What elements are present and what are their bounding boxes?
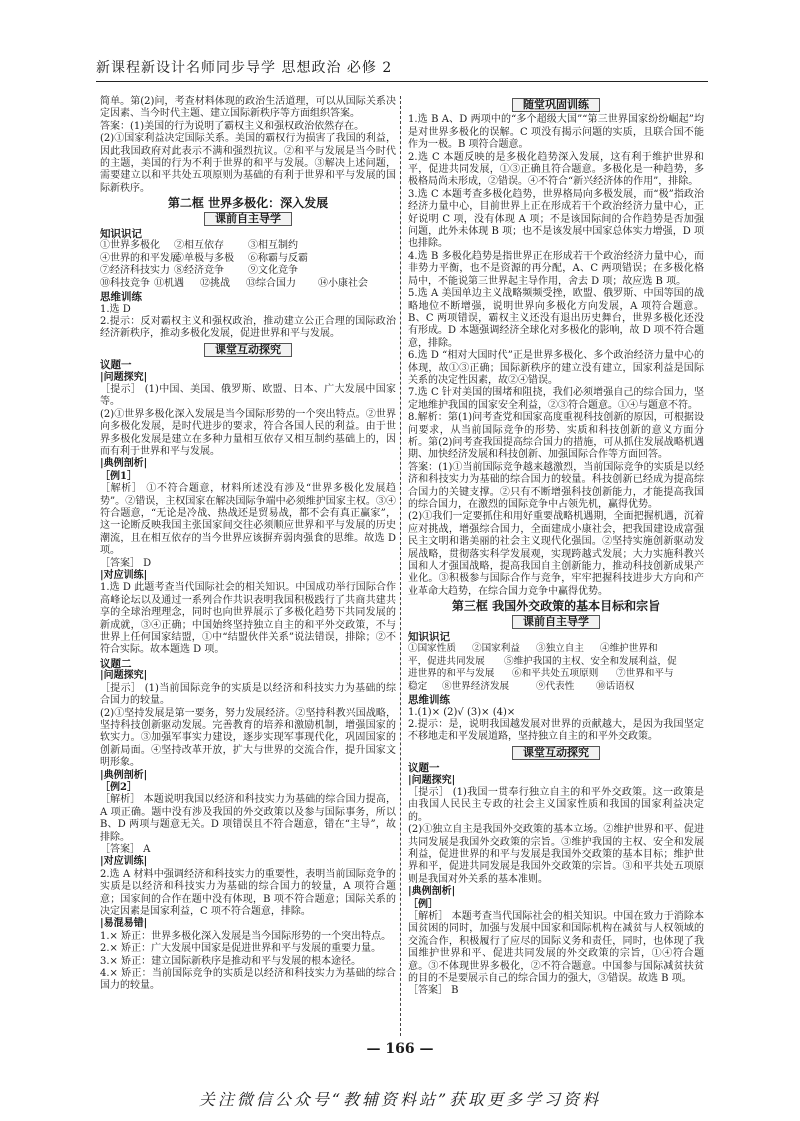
- knowledge-item: ①世界多极化: [100, 240, 160, 252]
- answer-text: ［答案］ B: [408, 985, 459, 997]
- hint-text: ［提示］ (1)当前国际竞争的实质是以经济和科技实力为基础的综合国力的较量。: [100, 682, 396, 707]
- hint-text: ［提示］ (1)我国一贯奉行独立自主的和平外交政策。这一政策是由我国人民民主专政的社会主义国家性质和我国的国家利益决定的。: [408, 786, 704, 823]
- knowledge-item: ⑧世界经济发展: [442, 680, 510, 692]
- page-header: [96, 57, 708, 82]
- knowledge-item: ②相互依存: [174, 240, 224, 252]
- hint-text: (2)①世界多极化深入发展是当今国际形势的一个突出特点。②世界向多极化发展，是时代进步的要求，符合各国人民的利益。由于世界多极化发展是建立在多种力量相互依存又相互制约基础上的，因而有利于世界和平与发展。: [100, 408, 396, 457]
- knowledge-item: ⑫挑战: [200, 277, 230, 289]
- knowledge-list: [408, 643, 704, 693]
- label-practice: |对应训练|: [100, 856, 148, 868]
- knowledge-item: 稳定: [408, 680, 428, 692]
- section-consolidate: 随堂巩固训练: [512, 98, 600, 112]
- footer-note: 关注微信公众号“教辅资料站”获取更多学习资料: [198, 1090, 602, 1109]
- thinking-item: 1.(1)× (2)√ (3)× (4)×: [408, 706, 516, 718]
- knowledge-heading: 知识识记: [408, 631, 450, 644]
- knowledge-item: 平，促进共同发展: [408, 655, 485, 667]
- knowledge-item: ⑩科技竞争: [100, 277, 150, 289]
- chapter-3-title: 第三框 我国外交政策的基本目标和宗旨: [451, 599, 661, 614]
- chapter-2-title: 第二框 世界多极化：深入发展: [167, 196, 329, 211]
- knowledge-item: ⑨文化竞争: [248, 265, 298, 277]
- knowledge-list: [100, 240, 396, 290]
- knowledge-item: ⑤维护我国的主权、安全和发展利益，促: [504, 655, 677, 667]
- exercise-item: 1.选 B A、D 两项中的“多个超级大国”“第三世界国家纷纷崛起”均是对世界多极化的误解。C 项没有揭示问题的实质，且联合国不能作为一极。B 项符合题意。: [408, 114, 704, 151]
- left-column: [100, 96, 396, 993]
- knowledge-item: ⑦经济科技实力: [100, 265, 170, 277]
- label-question-explore: |问题探究|: [408, 774, 456, 786]
- topic-heading: 议题一: [408, 762, 440, 775]
- knowledge-item: ⑩话语权: [596, 680, 635, 692]
- thinking-item: 2.提示：是，说明我国越发展对世界的贡献越大，是因为我国坚定不移地走和平发展道路，坚持独立自主的和平外交政策。: [408, 718, 704, 743]
- knowledge-heading: 知识识记: [100, 228, 142, 241]
- exercise-item: 3.选 C 本题考查多极化趋势，世界格局向多极发展，而“极”指政治经济力量中心，目前世界上正在形成若干个政治经济力量中心，正好说明 C 项，没有体现 A 项；不是该国际间的合作趋势是否加强问题，此外未体现 B 项；也不是该发展中国家总体实力增强，D 项也排除。: [408, 188, 704, 250]
- confusion-item: 2.× 矫正：广大发展中国家是促进世界和平与发展的重要力量。: [100, 943, 382, 955]
- example-label: ［例2］: [100, 781, 137, 793]
- exercise-item: 8.解析：第(1)问考查党和国家高度重视科技创新的原因，可根据设问要求，从当前国际竞争的形势、实质和科技创新的意义方面分析。第(2)问考查我国提高综合国力的措施，可从抓住发展战略机遇期、加快经济发展和科技创新、加强国际合作等方面回答。: [408, 412, 704, 461]
- analysis-text: ［解析］ 本题说明我国以经济和科技实力为基础的综合国力提高，A 项正确。题中没有涉及我国的外交政策以及参与国际事务，所以 B、D 两项与题意无关。D 项错误且不符合题意，错在“主导”，故排除。: [100, 794, 396, 843]
- knowledge-item: ①国家性质: [408, 643, 456, 655]
- practice-text: 2.选 A 材料中强调经济和科技实力的重要性，表明当前国际竞争的实质是以经济和科技实力为基础的综合国力的较量，A 项符合题意；国家间的合作在题中没有体现，B 项不符合题意；国际关系的决定因素是国家利益，C 项不符合题意，排除。: [100, 868, 396, 917]
- intro-answer: 答案：(1)美国的行为说明了霸权主义和强权政治依然存在。: [100, 120, 365, 132]
- section-autonomous: 课前自主导学: [512, 615, 600, 629]
- exercise-item: 4.选 B 多极化趋势是指世界正在形成若干个政治经济力量中心，而非势力平衡，也不是资源的再分配，A、C 两项错误；在多极化格局中，不能说第三世界起主导作用，舍去 D 项；故应选 B 项。: [408, 250, 704, 287]
- practice-text: 1.选 D 此题考查当代国际社会的相关知识。中国成功举行国际合作高峰论坛以及通过一系列合作共识表明我国积极践行了共商共建共享的全球治理理念，同时也向世界展示了多极化趋势下共同发展的新成就，③④正确；中国始终坚持独立自主的和平外交政策，不与世界上任何国家结盟，①中“结盟伙伴关系”说法错误，排除；②不符合实际。故本题选 D 项。: [100, 582, 396, 656]
- answer-text: (2)①我们一定要抓住和用好重要战略机遇期，全面把握机遇，沉着应对挑战，增强综合国力，全面建成小康社会，把我国建设成富强民主文明和谐美丽的社会主义现代化强国。②坚持实施创新驱动发展战略，贯彻落实科学发展观，实现跨越式发展；大力实施科教兴国和人才强国战略，提高我国自主创新能力，推动科技创新成果产业化。③积极参与国际合作与竞争，牢牢把握科技进步大方向和产业革命大趋势，在综合国力竞争中赢得优势。: [408, 511, 704, 597]
- topic-heading: 议题一: [100, 359, 132, 372]
- answer-text: 答案：(1)①当前国际竞争越来越激烈，当前国际竞争的实质是以经济和科技实力为基础的综合国力的较量。科技创新已经成为提高综合国力的关键支撑。②只有不断增强科技创新能力，才能提高我国的综合国力，在激烈的国际竞争中占领先机，赢得优势。: [408, 461, 704, 510]
- thinking-item: 2.提示：反对霸权主义和强权政治，推动建立公正合理的国际政治经济新秩序，推动多极化发展，促进世界和平与发展。: [100, 315, 396, 340]
- answer-text: ［答案］ D: [100, 557, 152, 569]
- knowledge-item: ⑪机遇: [154, 277, 184, 289]
- thinking-item: 1.选 D: [100, 303, 131, 315]
- label-question-explore: |问题探究|: [100, 670, 148, 682]
- label-case-analysis: |典例剖析|: [100, 458, 148, 470]
- intro-answer-2: (2)①国家利益决定国际关系。美国的霸权行为损害了我国的利益，因此我国政府对此表示不满和强烈抗议。②和平与发展是当今时代的主题，美国的行为不利于世界的和平与发展。③解决上述问题，需要建立以和平共处五项原则为基础的有利于世界和平与发展的国际新秩序。: [100, 133, 396, 194]
- column-divider: [400, 96, 401, 1036]
- label-confusion: |易混易错|: [100, 918, 148, 930]
- knowledge-item: ④世界的和平发展: [100, 252, 180, 264]
- knowledge-item: 进世界的和平与发展: [408, 668, 495, 680]
- knowledge-item: ⑥称霸与反霸: [248, 252, 308, 264]
- confusion-item: 1.× 矫正：世界多极化深入发展是当今国际形势的一个突出特点。: [100, 930, 392, 942]
- header-title: 新课程新设计名师同步导学 思想政治 必修 2: [96, 60, 393, 76]
- section-interactive: 课堂互动探究: [512, 746, 600, 760]
- thinking-heading: 思维训练: [408, 694, 450, 707]
- knowledge-item: ③相互制约: [248, 240, 298, 252]
- knowledge-item: ④维护世界和: [600, 643, 658, 655]
- topic-heading: 议题二: [100, 657, 132, 670]
- knowledge-item: ⑤单极与多极: [174, 252, 234, 264]
- exercise-item: 5.选 A 美国单边主义战略频频受挫，欧盟、俄罗斯、中国等国的战略地位不断增强，说明世界向多极化方向发展，A 项符合题意。B、C 两项错误，霸权主义还没有退出历史舞台，世界多极化还没有形成。D 本题强调经济全球化对多极化的影响，故 D 项不符合题意，排除。: [408, 288, 704, 349]
- knowledge-item: ⑬综合国力: [246, 277, 296, 289]
- knowledge-item: ⑥和平共处五项原则: [512, 668, 599, 680]
- page-number: — 166 —: [366, 1041, 434, 1057]
- intro-text: 简单。第(2)问，考查材料体现的政治生活道理，可以从国际关系决定因素、当今时代主题、建立国际新秩序等方面组织答案。: [100, 96, 396, 120]
- thinking-heading: 思维训练: [100, 291, 142, 304]
- label-case-analysis: |典例剖析|: [100, 769, 148, 781]
- knowledge-item: ⑭小康社会: [318, 277, 368, 289]
- analysis-text: ［解析］ 本题考查当代国际社会的相关知识。中国在致力于消除本国贫困的同时，加强与发展中国家和国际机构在减贫与人权领域的交流合作，积极履行了应尽的国际义务和责任，同时，也体现了我国维护世界和平、促进共同发展的外交政策的宗旨，①④符合题意。③不体现世界多极化，②不符合题意。中国参与国际减贫扶贫的目的不是要展示自己的综合国力的强大，③错误。故选 B 项。: [408, 911, 704, 985]
- example-label: ［例1］: [100, 470, 137, 482]
- label-practice: |对应训练|: [100, 570, 148, 582]
- label-case-analysis: |典例剖析|: [408, 886, 456, 898]
- knowledge-item: ③独立自主: [536, 643, 584, 655]
- hint-text: (2)①坚持发展是第一要务，努力发展经济。②坚持科教兴国战略，坚持科技创新驱动发展。完善教育的培养和激励机制，增强国家的软实力。③加强军事实力建设，逐步实现军事现代化，巩固国家的创新局面。④坚持改革开放，扩大与世界的交流合作，提升国家文明形象。: [100, 707, 396, 769]
- knowledge-item: ⑨代表性: [536, 680, 575, 692]
- knowledge-item: ⑦世界和平与: [616, 668, 674, 680]
- hint-text: ［提示］ (1)中国、美国、俄罗斯、欧盟、日本、广大发展中国家等。: [100, 383, 396, 408]
- exercise-item: 6.选 D “相对大国时代”正是世界多极化、多个政治经济力量中心的体现，故①③正确；国际新秩序的建立没有建立，国家利益是国际关系的决定性因素，故②④错误。: [408, 350, 704, 386]
- confusion-item: 3.× 矫正：建立国际新秩序是推动和平与发展的根本途径。: [100, 955, 362, 967]
- confusion-item: 4.× 矫正：当前国际竞争的实质是以经济和科技实力为基础的综合国力的较量。: [100, 968, 396, 992]
- knowledge-item: ⑧经济竞争: [174, 265, 224, 277]
- hint-text: (2)①独立自主是我国外交政策的基本立场。②维护世界和平、促进共同发展是我国外交政策的宗旨。③维护我国的主权、安全和发展利益，促进世界的和平与发展是我国外交政策的基本目标；维护世界和平，促进共同发展是我国外交政策的宗旨。③和平共处五项原则是我国对外关系的基本准则。: [408, 824, 704, 885]
- right-column: [408, 96, 704, 998]
- example-label: ［例］: [408, 898, 438, 910]
- analysis-text: ［解析］ ①不符合题意，材料所述没有涉及“世界多极化发展趋势”。②错误，主权国家在解决国际争端中必须维护国家主权。③④符合题意，“无论是冷战、热战还是贸易战，都不会有真正赢家”，这一论断反映我国主张国家间交往必须顺应世界和平与发展的历史潮流，且在相互依存的当今世界应该摒弃弱肉强食的思维。故选 D 项。: [100, 483, 396, 557]
- label-question-explore: |问题探究|: [100, 371, 148, 383]
- section-autonomous: 课前自主导学: [204, 212, 292, 226]
- section-interactive: 课堂互动探究: [204, 343, 292, 357]
- exercise-item: 2.选 C 本题反映的是多极化趋势深入发展，这有利于维护世界和平，促进共同发展，①③正确且符合题意。多极化是一种趋势，多极格局尚未形成，②错误。④不符合“新兴经济体的作用”，排除。: [408, 151, 704, 188]
- exercise-item: 7.选 C 针对美国的围堵和阻挠，我们必须增强自己的综合国力，坚定地维护我国的国家安全利益，②③符合题意。①④与题意不符。: [408, 387, 704, 411]
- answer-text: ［答案］ A: [100, 843, 151, 855]
- knowledge-item: ②国家利益: [472, 643, 520, 655]
